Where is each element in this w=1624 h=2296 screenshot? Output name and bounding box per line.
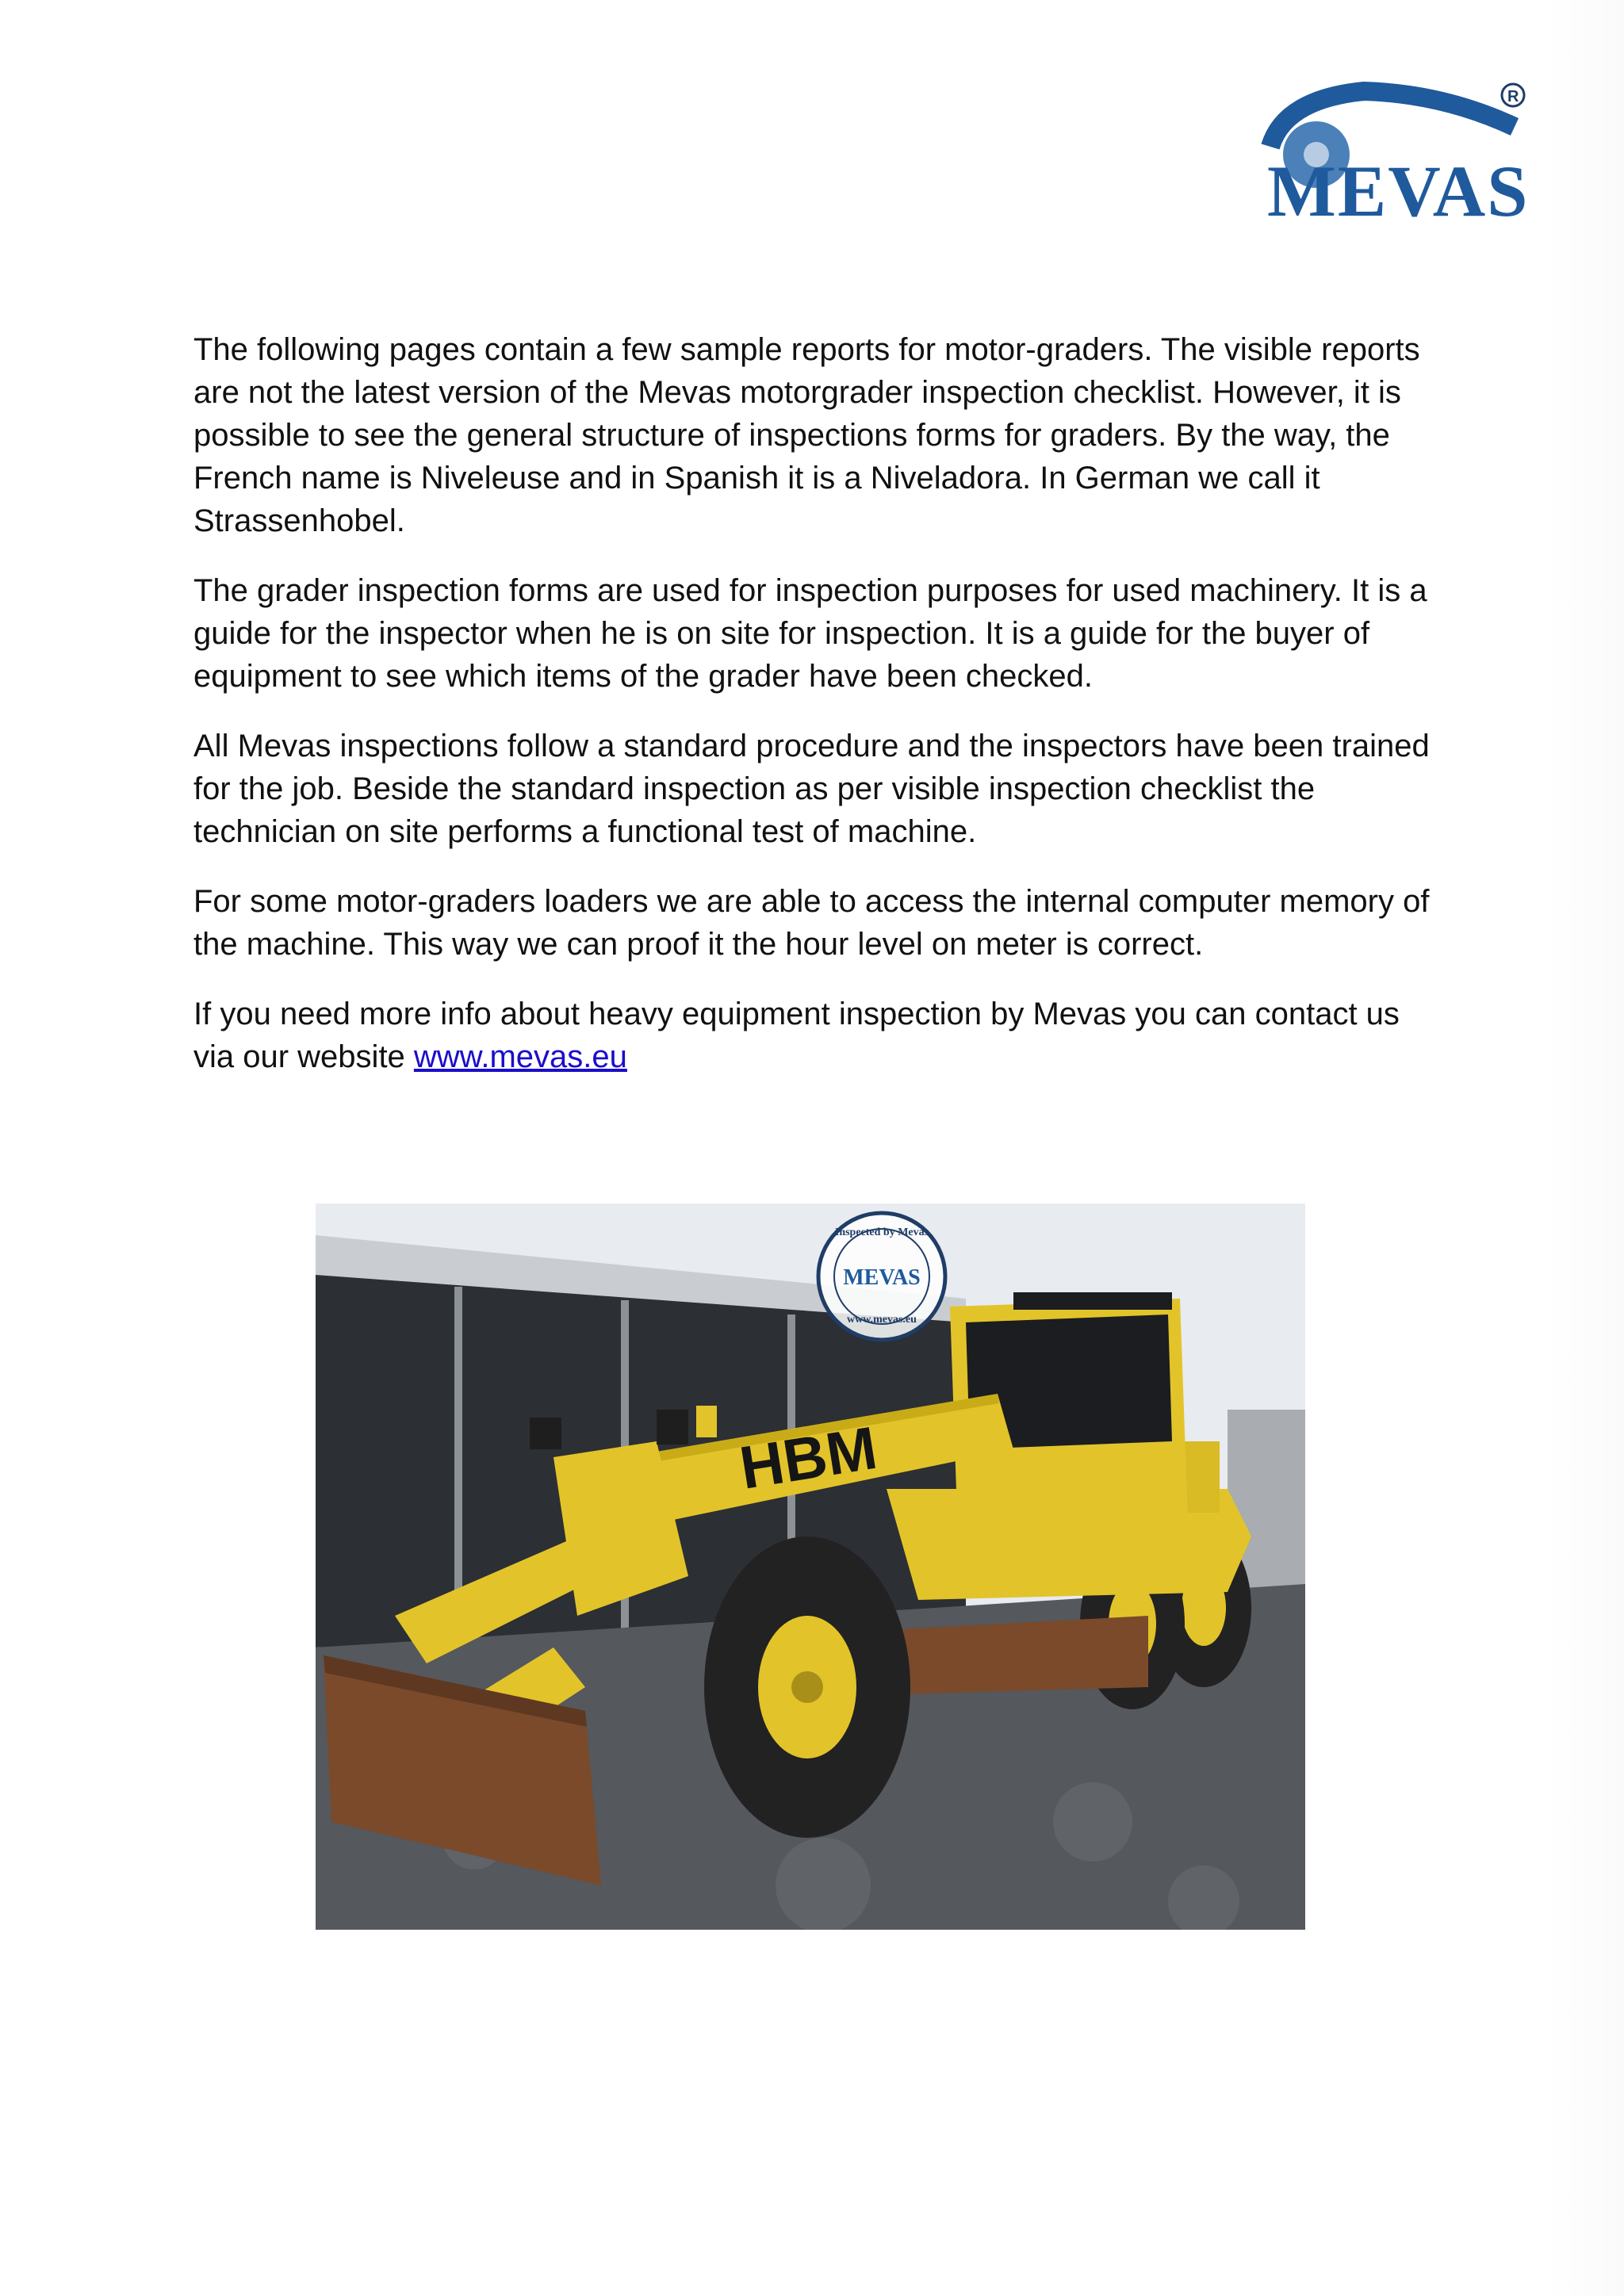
stamp-bottom-text: www.mevas.eu — [847, 1314, 917, 1326]
mevas-logo-lettering: MEVAS — [1267, 151, 1530, 230]
contact-text: If you need more info about heavy equipment inspection by Mevas you can contact us via our website — [193, 997, 1400, 1074]
paragraph-forms-purpose: The grader inspection forms are used for inspection purposes for used machinery. It is a guide for the inspector when he is on site for inspection. It is a guide for the buyer of equipment to see which items of the grader have been checked. — [193, 573, 1427, 694]
page-edge-shade — [1545, 0, 1624, 2296]
machine-brand-lettering: HBM — [735, 1414, 882, 1502]
inspection-stamp — [818, 1213, 945, 1340]
paragraph-intro: The following pages contain a few sample reports for motor-graders. The visible reports are not the latest version of the Mevas motorgrader inspection checklist. However, it is possible to see the general structure of inspections forms for graders. By the way, the French name is Niveleuse and in Spanish it is a Niveladora. In German we call it Strassenhobel. — [193, 332, 1420, 538]
stamp-center-text: MEVAS — [843, 1265, 921, 1290]
paragraph-procedure: All Mevas inspections follow a standard procedure and the inspectors have been trained for the job. Beside the standard inspection as per visible inspection checklist the technician on site performs a functional test of machine. — [193, 729, 1430, 849]
stamp-top-text: Inspected by Mevas — [834, 1226, 929, 1238]
paragraph-contact — [193, 993, 1431, 1078]
mevas-logo-graphic — [1261, 71, 1546, 230]
paragraph-computer-memory: For some motor-graders loaders we are able to access the internal computer memory of the machine. This way we can proof it the hour level on meter is correct. — [193, 884, 1430, 962]
document-body — [193, 328, 1431, 1105]
mevas-logo — [1261, 71, 1546, 230]
website-link[interactable]: www.mevas.eu — [413, 1039, 627, 1074]
registered-mark: R — [1507, 88, 1519, 105]
motor-grader-photo — [316, 1203, 1305, 1930]
motor-grader-illustration — [316, 1203, 1305, 1930]
